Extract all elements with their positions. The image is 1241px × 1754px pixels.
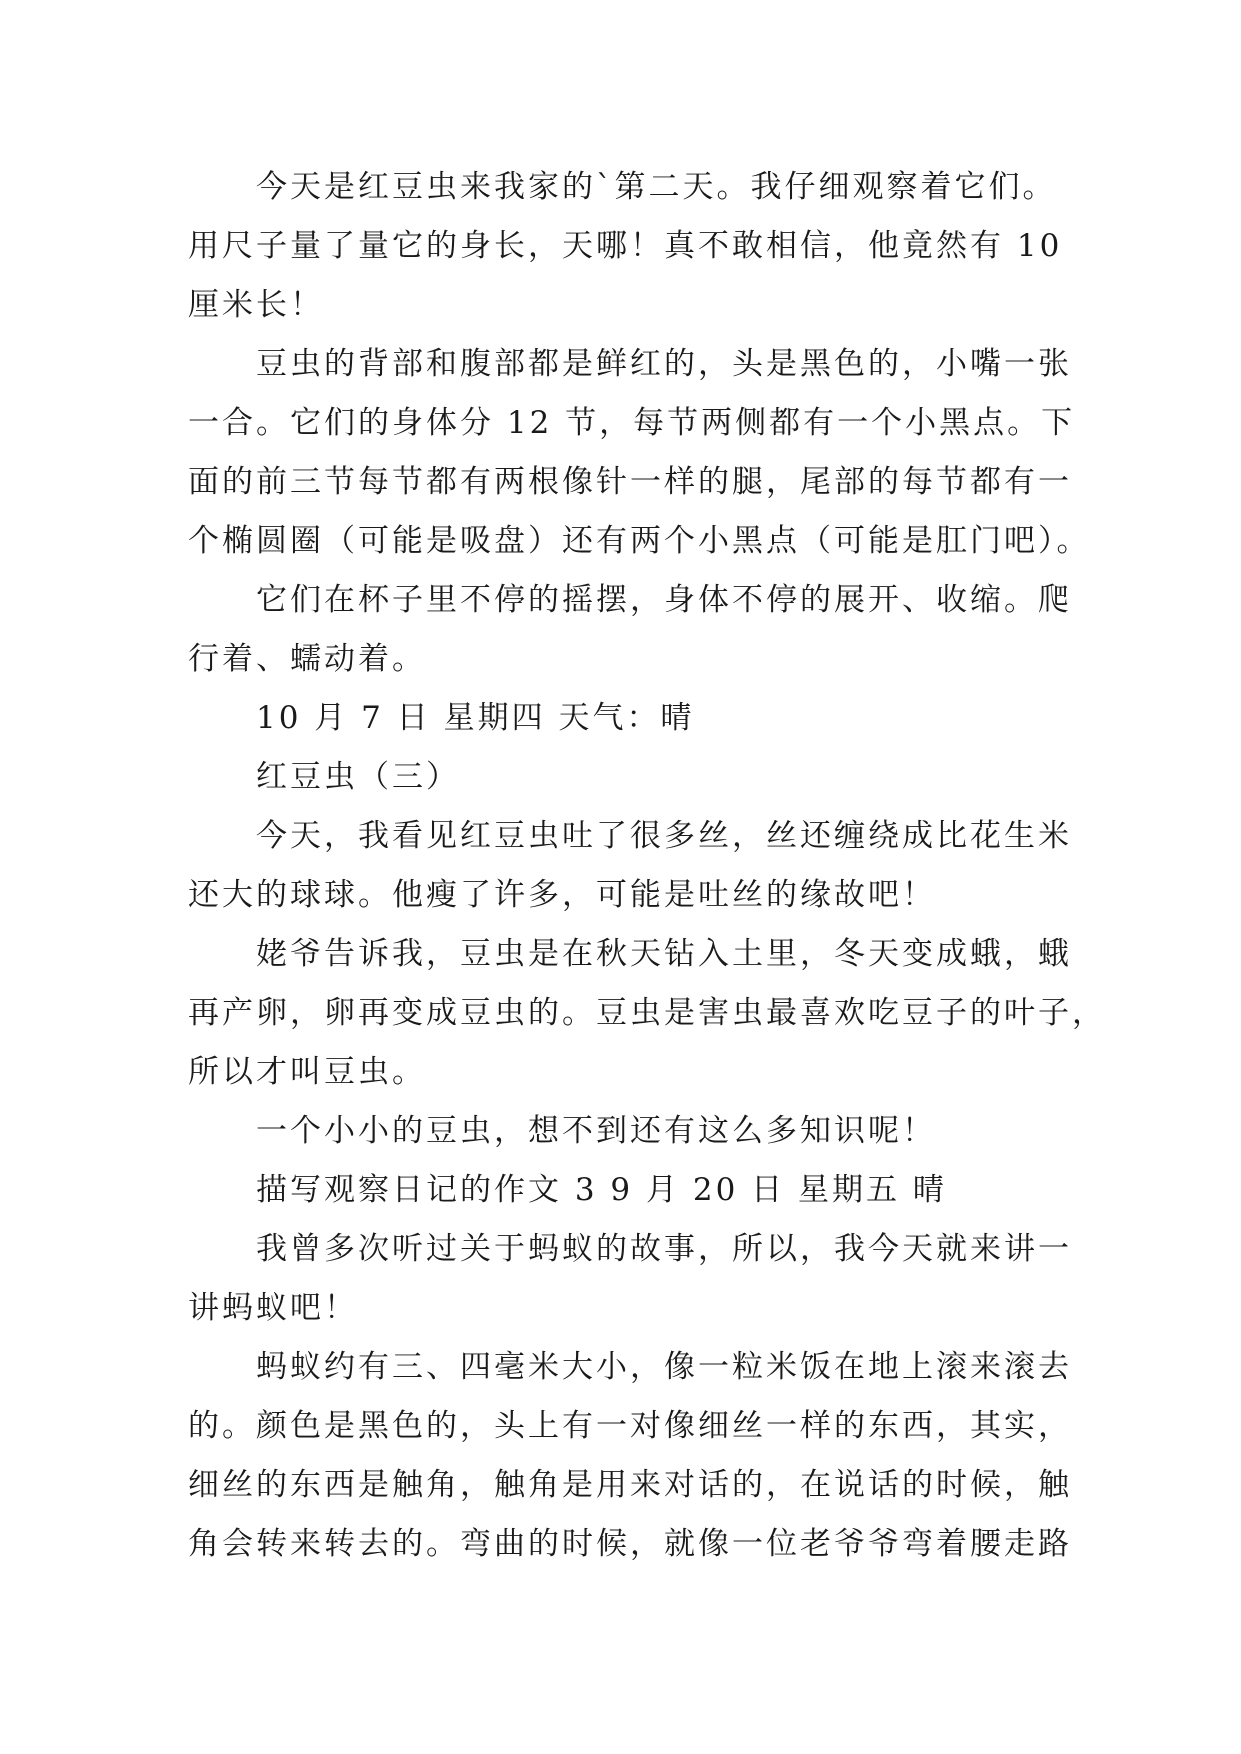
text-line: 蚂蚁约有三、四毫米大小，像一粒米饭在地上滚来滚去 [256, 1349, 1072, 1385]
section-heading-line: 描写观察日记的作文 3 9 月 20 日 星期五 晴 [256, 1172, 947, 1208]
text-line: 所以才叫豆虫。 [188, 1054, 426, 1090]
text-line: 姥爷告诉我，豆虫是在秋天钻入土里，冬天变成蛾，蛾 [256, 936, 1072, 972]
section-title: 红豆虫（三） [256, 759, 460, 795]
document-page [188, 158, 1106, 1574]
text-line: 再产卵，卵再变成豆虫的。豆虫是害虫最喜欢吃豆子的叶子， [188, 995, 1106, 1031]
date-line: 10 月 7 日 星期四 天气：晴 [256, 700, 695, 736]
text-line: 今天是红豆虫来我家的`第二天。我仔细观察着它们。 [256, 169, 1057, 205]
text-line: 个椭圆圈（可能是吸盘）还有两个小黑点（可能是肛门吧）。 [188, 523, 1091, 559]
text-line: 还大的球球。他瘦了许多，可能是吐丝的缘故吧！ [188, 877, 936, 913]
text-line: 它们在杯子里不停的摇摆，身体不停的展开、收缩。爬 [256, 582, 1072, 618]
text-line: 用尺子量了量它的身长，天哪！真不敢相信，他竟然有 10 [188, 228, 1063, 264]
text-line: 厘米长！ [188, 287, 324, 323]
text-line: 一个小小的豆虫，想不到还有这么多知识呢！ [256, 1113, 936, 1149]
text-line: 面的前三节每节都有两根像针一样的腿，尾部的每节都有一 [188, 464, 1072, 500]
text-line: 角会转来转去的。弯曲的时候，就像一位老爷爷弯着腰走路 [188, 1526, 1072, 1562]
text-line: 细丝的东西是触角，触角是用来对话的，在说话的时候，触 [188, 1467, 1072, 1503]
text-line: 今天，我看见红豆虫吐了很多丝，丝还缠绕成比花生米 [256, 818, 1072, 854]
text-line: 行着、蠕动着。 [188, 641, 426, 677]
text-line: 豆虫的背部和腹部都是鲜红的，头是黑色的，小嘴一张 [256, 346, 1072, 382]
text-line: 的。颜色是黑色的，头上有一对像细丝一样的东西，其实， [188, 1408, 1072, 1444]
text-line: 一合。它们的身体分 12 节，每节两侧都有一个小黑点。下 [188, 405, 1076, 441]
text-line: 我曾多次听过关于蚂蚁的故事，所以，我今天就来讲一 [256, 1231, 1072, 1267]
text-line: 讲蚂蚁吧！ [188, 1290, 358, 1326]
